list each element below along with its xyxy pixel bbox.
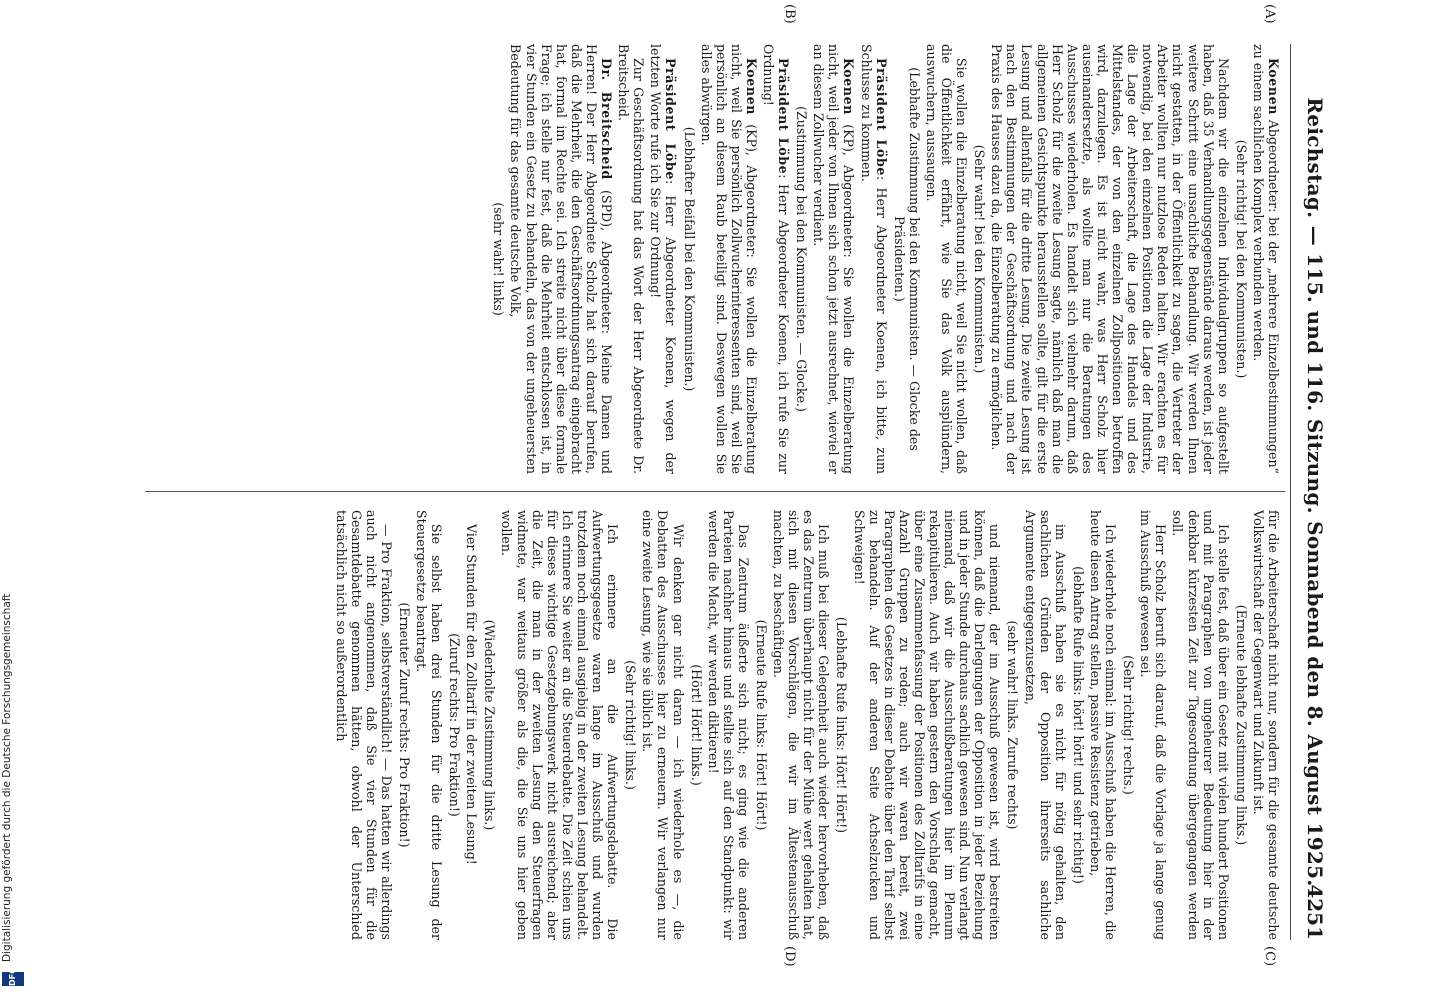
interjection: (Hört! Hört! links.) bbox=[688, 664, 704, 786]
credit-text: Digitalisierung gefördert durch die Deutsche Forschungsgemeinschaft bbox=[1, 593, 13, 962]
page-number: 4251 bbox=[1303, 884, 1327, 940]
paragraph-text: Nachdem wir die einzelnen Individualgruppen so aufgestellt haben, daß 35 Verhandlungsgegenstände daraus werden, ist jeder weitere Schritt eine unsachliche Behandlung. Wir werden Ihnen nicht gestatten, in der Öffentlichkeit zu sagen, die Vertreter der Arbeiter wollten nur nutzlose Reden halten. Wir erachten es für notwendig, bei den einzelnen Positionen die Lage der Industrie, die Lage der Arbeiterschaft, die Lage des Handels und des Mittelstandes, der von den einzelnen Zollpositionen betroffen wird, darzulegen. Es ist nicht wahr, was Herr Scholz hier auseinandersetzte, als wollte man nur die Beratungen des Ausschusses wiederholen. Es handelt sich vielmehr darum, daß Herr Scholz für die zweite Lesung sagte, nämlich daß man die allgemeinen Gesichtspunkte herausstellen sollte, gilt für die erste Lesung und allenfalls für die dritte Lesung. Die zweite Lesung ist nach den Bestimmungen der Geschäftsordnung und nach der Praxis des Hauses dazu da, die Einzelberatung zu ermöglichen. bbox=[989, 44, 1231, 474]
interjection: (Sehr richtig! bei den Kommunisten.) bbox=[1233, 139, 1249, 379]
paragraph-text: Herr Abgeordneter Koenen, ich rufe Sie zur Ordnung! bbox=[761, 44, 792, 474]
paragraph-text: Ich erinnere an die Aufwertungsdebatte. Die Aufwertungsgesetze waren lange im Ausschuß und wurden trotzdem noch einmal ausgiebig in der zweiten Lesung behandelt. Ich erinnere Sie weiter an die Steuerdebatte. Die Zeit schien uns für dieses wichtige Gesetzgebungswerk nicht ausreichend; aber die Zeit, die man in der zweiten Lesung den Steuerfragen widmete, war weitaus größer als die, die Sie uns hier geben wollen. bbox=[499, 510, 621, 940]
interjection: (Erneuter Zuruf rechts: Pro Fraktion!) bbox=[396, 602, 412, 848]
text-paragraph bbox=[1023, 510, 1068, 940]
speaker-role: (KP), Abgeordneter bbox=[841, 124, 857, 254]
speech-paragraph: Dr. Breitscheid (SPD), Abgeordneter: Meine Damen und Herren! Der Herr Abgeordnete Scholz hat sich darauf berufen, daß die Mehrheit, die den Geschäftsordnungsantrag eingebracht hat, formal im Rechte sei. Ich streite nicht über diese formale Frage; ich stelle nur fest, daß die Mehrheit entschlossen ist, in vier Stunden ein Gesetz zu behandeln, das von der ungeheuersten Bedeutung für das gesamte deutsche Volk, bbox=[508, 44, 615, 474]
margin-letter-d: (D) bbox=[782, 946, 797, 967]
paragraph-text: Meine Damen und Herren! Der Herr Abgeordnete Scholz hat sich darauf berufen, daß die Mehrheit, die den Geschäftsordnungsantrag eingebracht hat, formal im Rechte sei. Ich streite nicht über diese formale Frage; ich stelle nur fest, daß die Mehrheit entschlossen ist, in vier Stunden ein Gesetz zu behandeln, das von der ungeheuersten Bedeutung für das gesamte deutsche Volk, bbox=[508, 44, 615, 474]
paragraph-text: Ich wiederhole noch einmal: im Ausschuß haben die Herren, die heute diesen Antrag stellen, passive Resistenz getrieben, bbox=[1087, 510, 1119, 940]
speaker-name: Präsident Löbe bbox=[873, 58, 889, 177]
text-paragraph bbox=[616, 44, 646, 474]
paragraph-text: Sie selbst haben drei Stunden für die dritte Lesung der Steuergesetze beantragt. bbox=[414, 510, 445, 940]
paragraph-text: und niemand, der im Ausschuß gewesen ist, wird bestreiten können, daß die Darlegungen der Opposition in jeder Beziehung und in jeder Stunde durchaus sachlich gewesen sind. Nun verlangt niemand, daß wir die Ausschußberatungen hier im Plenum rekapitulieren. Auch wir haben gestern den Vorschlag gemacht, über eine Zusammenfassung der Positionen des Zolltarifs in eine Anzahl Gruppen zu reden; auch wir waren bereit, zwei Paragraphen des Gesetzes in dieser Debatte über den Tarif selbst zu behandeln. Auf der anderen Seite Achselzucken und Schweigen! bbox=[851, 510, 1003, 940]
text-paragraph bbox=[1088, 510, 1118, 940]
speech-paragraph: Präsident Löbe: Herr Abgeordneter Koenen, ich bitte, zum Schlusse zu kommen. bbox=[858, 44, 889, 474]
text-paragraph bbox=[851, 510, 1002, 940]
interjection: (lebhafte Rufe links: hört! hört! und sehr richtig!) bbox=[1070, 566, 1086, 884]
text-paragraph bbox=[1138, 510, 1168, 940]
text-paragraph bbox=[989, 44, 1231, 474]
text-paragraph bbox=[1251, 510, 1281, 940]
margin-letter-a: (A) bbox=[1262, 4, 1277, 24]
speech-paragraph: Präsident Löbe: Herr Abgeordneter Koenen, wegen der letzten Worte rufe ich Sie zur Ordnung! bbox=[648, 44, 679, 474]
interjection: (Lebhafter Beifall bei den Kommunisten.) bbox=[681, 126, 697, 392]
paragraph-text: für die Arbeiterschaft nicht nur, sondern für die gesamte deutsche Volkswirtschaft der Gegenwart und Zukunft ist. bbox=[1250, 510, 1281, 940]
interjection: (Sehr richtig! links.) bbox=[623, 660, 639, 790]
paragraph-text: Herr Scholz beruft sich darauf, daß die Vorlage ja lange genug im Ausschuß gewesen sei. bbox=[1138, 510, 1169, 940]
paragraph-text: im Ausschuß haben sie es nicht für nötig gehalten, den sachlichen Gründen der Opposition ihrerseits sachliche Argumente entgegenzusetzen, bbox=[1022, 510, 1068, 940]
text-paragraph bbox=[1170, 510, 1230, 940]
text-paragraph bbox=[771, 510, 831, 940]
speaker-role: Abgeordneter bbox=[1266, 119, 1281, 209]
paragraph-text: Vier Stunden für den Zolltarif in der zweiten Lesung! bbox=[464, 524, 480, 865]
text-paragraph bbox=[414, 510, 444, 940]
digitization-credit bbox=[1, 0, 20, 1000]
paragraph-text: — Pro Fraktion, selbstverständlich! — Das hatten wir allerdings auch nicht angenommen, daß Sie vier Stunden für die Gesamtdebatte genommen hätten, obwohl der Unterschied tatsächlich nicht so außerordentlich bbox=[333, 510, 394, 940]
interjection: (sehr wahr! links. Zurufe rechts) bbox=[1005, 620, 1021, 830]
rotated-document-page bbox=[97, 4, 1337, 967]
text-paragraph bbox=[499, 510, 620, 940]
speaker-name: Koenen bbox=[1266, 58, 1281, 116]
interjection: (Sehr richtig! rechts.) bbox=[1121, 655, 1137, 795]
paragraph-text: Herr Abgeordneter Koenen, ich bitte, zum Schlusse zu kommen. bbox=[858, 44, 889, 474]
paragraph-text: Zur Geschäftsordnung hat das Wort der Herr Abgeordnete Dr. Breitscheid. bbox=[616, 44, 647, 474]
interjection: (Sehr wahr! bei den Kommunisten.) bbox=[972, 144, 988, 374]
header-title: Reichstag. — 115. und 116. Sitzung. Sonnabend den 8. August 1925. bbox=[1303, 97, 1327, 887]
interjection: (Zuruf rechts: Pro Fraktion!) bbox=[447, 633, 463, 817]
margin-letter-c: (C) bbox=[1262, 946, 1277, 967]
speaker-name: Präsident Löbe bbox=[776, 58, 792, 175]
paragraph-text: Sie wollen die Einzelberatung nicht, weil Sie nicht wollen, daß die Öffentlichkeit erfährt, wie Sie das Volk ausplündern, auswuchern, aussaugen. bbox=[923, 44, 970, 474]
header-rule bbox=[1290, 44, 1291, 940]
speech-paragraph: Koenen Abgeordneter: bei der „mehrere Einzelbestimmungen“ zu einem sachlichen Komplex verbunden werden. bbox=[1250, 44, 1281, 474]
text-paragraph bbox=[706, 510, 751, 940]
left-column bbox=[151, 44, 1281, 474]
paragraph-text: Das Zentrum äußerte sich nicht; es ging wie die anderen Parteien nachher hinaus und stellte sich auf den Standpunkt: wir werden die Macht, wir werden diktieren! bbox=[705, 510, 751, 940]
paragraph-text: bei der „mehrere Einzelbestimmungen“ zu einem sachlichen Komplex verbunden werden. bbox=[1250, 44, 1281, 474]
speaker-name: Dr. Breitscheid bbox=[599, 58, 615, 180]
paragraph-text: Sie wollen die Einzelberatung nicht, weil jeder von Ihnen sich schon jetzt ausrechnet, wieviel er an diesem Zollwucher verdient. bbox=[811, 44, 857, 474]
speaker-name: Koenen bbox=[743, 58, 759, 116]
speaker-role: (SPD), Abgeordneter bbox=[599, 190, 615, 330]
text-paragraph bbox=[333, 510, 393, 940]
right-column bbox=[151, 510, 1281, 940]
text-paragraph bbox=[924, 44, 969, 474]
margin-letter-b: (B) bbox=[782, 4, 797, 24]
speech-paragraph: Koenen (KP), Abgeordneter: Sie wollen die Einzelberatung nicht, weil jeder von Ihnen sich schon jetzt ausrechnet, wieviel er an diesem Zollwucher verdient. bbox=[811, 44, 857, 474]
page-header bbox=[1297, 44, 1327, 940]
interjection: (Erneute Rufe links: Hört! Hört!) bbox=[754, 619, 769, 831]
speaker-name: Präsident Löbe bbox=[663, 58, 679, 180]
column-divider bbox=[145, 491, 1285, 492]
interjection: (Erneute lebhafte Zustimmung links.) bbox=[1233, 604, 1249, 846]
interjection: (Zustimmung bei den Kommunisten. — Glocke.) bbox=[794, 106, 810, 412]
paragraph-text: Wir denken gar nicht daran — ich wiederhole es —, die Debatten des Ausschusses hier zu erneuern. Wir verlangen nur eine zweite Lesung, wie sie üblich ist. bbox=[640, 510, 686, 940]
text-paragraph bbox=[464, 510, 479, 940]
interjection: (sehr wahr! links) bbox=[491, 202, 507, 316]
speech-paragraph: Präsident Löbe: Herr Abgeordneter Koenen, ich rufe Sie zur Ordnung! bbox=[761, 44, 792, 474]
paragraph-text: Herr Abgeordneter Koenen, wegen der letzten Worte rufe ich Sie zur Ordnung! bbox=[648, 44, 679, 474]
paragraph-text: Ich stelle fest, daß über ein Gesetz mit vielen hundert Positionen und mit Paragraphen von ungeheurer Bedeutung hier in der denkbar kürzesten Zeit zur Tagesordnung übergegangen werden soll. bbox=[1170, 510, 1231, 940]
dfg-logo: DFG bbox=[2, 972, 24, 986]
speech-paragraph: Koenen (KP), Abgeordneter: Sie wollen die Einzelberatung nicht, weil Sie persönlich Zollwucherinteressenten sind, weil Sie persönlich an diesem Raub beteiligt sind. Deswegen wollen Sie alles abwürgen. bbox=[698, 44, 759, 474]
interjection: (Lebhafte Rufe links: Hört! Hört!) bbox=[834, 616, 850, 834]
interjection: (Lebhafte Zustimmung bei den Kommunisten. — Glocke des Präsidenten.) bbox=[891, 67, 922, 451]
paragraph-text: Sie wollen die Einzelberatung nicht, weil Sie persönlich Zollwucherinteressenten sind, weil Sie persönlich an diesem Raub beteiligt sind. Deswegen wollen Sie alles abwürgen. bbox=[698, 44, 759, 474]
speaker-role: (KP), Abgeordneter bbox=[743, 124, 759, 254]
paragraph-text: Ich muß bei dieser Gelegenheit auch wieder hervorheben, daß es das Zentrum überhaupt nicht für der Mühe wert gehalten hat, sich mit diesen Vorschlägen, die wir im Ältestenausschuß machten, zu beschäftigen. bbox=[771, 510, 832, 940]
text-paragraph bbox=[640, 510, 685, 940]
speaker-name: Koenen bbox=[841, 58, 857, 116]
interjection: (Wiederholte Zustimmung links.) bbox=[482, 619, 498, 831]
